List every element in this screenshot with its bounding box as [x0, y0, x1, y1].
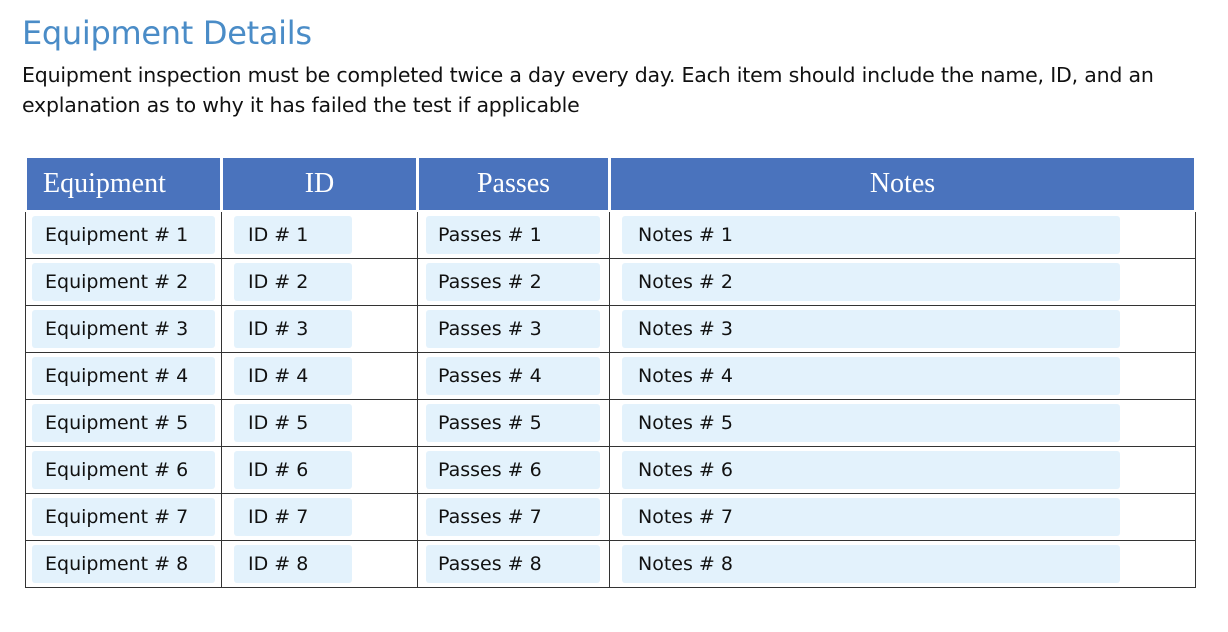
equipment-name-field[interactable]: Equipment # 2 [32, 263, 215, 301]
table-row [26, 400, 1196, 447]
table-cell [222, 306, 418, 353]
table-row [26, 211, 1196, 259]
table-cell [222, 541, 418, 588]
equipment-name-field[interactable]: Equipment # 4 [32, 357, 215, 395]
page-title: Equipment Details [22, 14, 312, 52]
page-description: Equipment inspection must be completed twice a day every day. Each item should include the name, ID, and an explanation as to why it has failed the test if applicable [22, 63, 1154, 117]
table-cell [418, 541, 610, 588]
table-cell [222, 447, 418, 494]
table-cell [222, 400, 418, 447]
notes-field[interactable]: Notes # 2 [622, 263, 1120, 301]
table-row [26, 447, 1196, 494]
table-header-row [26, 158, 1196, 211]
passes-field[interactable]: Passes # 2 [426, 263, 600, 301]
equipment-name-field[interactable]: Equipment # 1 [32, 216, 215, 254]
table-cell [610, 259, 1196, 306]
table-cell [418, 259, 610, 306]
equipment-id-field[interactable]: ID # 7 [234, 498, 352, 536]
table-cell [610, 541, 1196, 588]
table-cell [610, 353, 1196, 400]
equipment-table [24, 158, 1197, 588]
table-cell [418, 447, 610, 494]
table-row [26, 494, 1196, 541]
table-cell [610, 306, 1196, 353]
table-row [26, 306, 1196, 353]
passes-field[interactable]: Passes # 8 [426, 545, 600, 583]
table-cell [610, 400, 1196, 447]
equipment-name-field[interactable]: Equipment # 7 [32, 498, 215, 536]
table-cell [418, 306, 610, 353]
equipment-id-field[interactable]: ID # 6 [234, 451, 352, 489]
passes-field[interactable]: Passes # 1 [426, 216, 600, 254]
table-cell [418, 400, 610, 447]
table-cell [418, 494, 610, 541]
column-header-id: ID [222, 158, 418, 211]
equipment-name-field[interactable]: Equipment # 6 [32, 451, 215, 489]
table-cell [26, 353, 222, 400]
notes-field[interactable]: Notes # 8 [622, 545, 1120, 583]
table-cell [610, 211, 1196, 259]
passes-field[interactable]: Passes # 7 [426, 498, 600, 536]
table-cell [26, 494, 222, 541]
table-cell [418, 353, 610, 400]
table-cell [26, 447, 222, 494]
table-cell [222, 211, 418, 259]
table-cell [26, 541, 222, 588]
table-cell [418, 211, 610, 259]
passes-field[interactable]: Passes # 4 [426, 357, 600, 395]
column-header-equipment: Equipment [26, 158, 222, 211]
equipment-id-field[interactable]: ID # 3 [234, 310, 352, 348]
notes-field[interactable]: Notes # 6 [622, 451, 1120, 489]
equipment-id-field[interactable]: ID # 8 [234, 545, 352, 583]
equipment-id-field[interactable]: ID # 2 [234, 263, 352, 301]
notes-field[interactable]: Notes # 7 [622, 498, 1120, 536]
equipment-name-field[interactable]: Equipment # 5 [32, 404, 215, 442]
equipment-id-field[interactable]: ID # 4 [234, 357, 352, 395]
table-row [26, 353, 1196, 400]
table-cell [26, 306, 222, 353]
table-cell [222, 259, 418, 306]
table-cell [222, 353, 418, 400]
table-row [26, 541, 1196, 588]
table-cell [610, 494, 1196, 541]
equipment-name-field[interactable]: Equipment # 3 [32, 310, 215, 348]
notes-field[interactable]: Notes # 3 [622, 310, 1120, 348]
notes-field[interactable]: Notes # 4 [622, 357, 1120, 395]
passes-field[interactable]: Passes # 3 [426, 310, 600, 348]
passes-field[interactable]: Passes # 5 [426, 404, 600, 442]
table-cell [222, 494, 418, 541]
column-header-notes: Notes [610, 158, 1196, 211]
notes-field[interactable]: Notes # 5 [622, 404, 1120, 442]
equipment-name-field[interactable]: Equipment # 8 [32, 545, 215, 583]
passes-field[interactable]: Passes # 6 [426, 451, 600, 489]
table-cell [26, 259, 222, 306]
table-cell [26, 211, 222, 259]
table-row [26, 259, 1196, 306]
notes-field[interactable]: Notes # 1 [622, 216, 1120, 254]
equipment-id-field[interactable]: ID # 5 [234, 404, 352, 442]
column-header-passes: Passes [418, 158, 610, 211]
equipment-id-field[interactable]: ID # 1 [234, 216, 352, 254]
table-cell [26, 400, 222, 447]
table-cell [610, 447, 1196, 494]
